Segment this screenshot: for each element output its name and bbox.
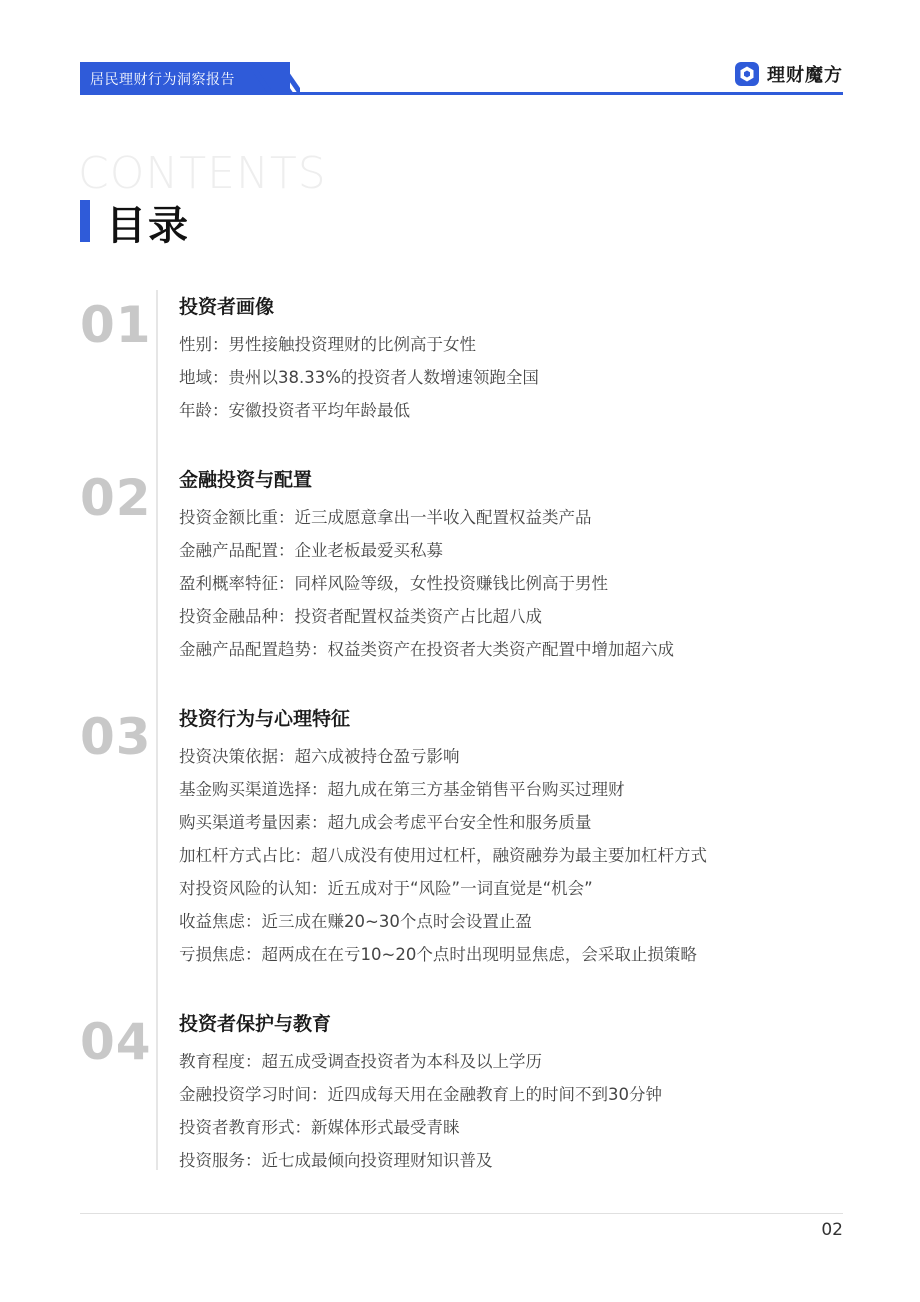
header-stripes-decoration [240,62,300,94]
toc-item[interactable]: 性别：男性接触投资理财的比例高于女性 [179,335,476,354]
page-title: 目录 [106,203,190,249]
header-rule [80,92,843,95]
toc-item[interactable]: 购买渠道考量因素：超九成会考虑平台安全性和服务质量 [179,813,592,832]
toc-item[interactable]: 基金购买渠道选择：超九成在第三方基金销售平台购买过理财 [179,780,625,799]
brand-name: 理财魔方 [767,65,843,86]
toc-item[interactable]: 加杠杆方式占比：超八成没有使用过杠杆，融资融券为最主要加杠杆方式 [179,846,707,865]
toc-item[interactable]: 收益焦虑：近三成在赚20~30个点时会设置止盈 [179,912,532,931]
toc-item[interactable]: 亏损焦虑：超两成在在亏10~20个点时出现明显焦虑，会采取止损策略 [179,945,697,964]
brand-cube-icon [735,62,759,86]
section-number: 03 [80,708,152,766]
toc-item[interactable]: 投资金融品种：投资者配置权益类资产占比超八成 [179,607,542,626]
toc-item[interactable]: 投资服务：近七成最倾向投资理财知识普及 [179,1151,493,1170]
toc-item[interactable]: 地域：贵州以38.33%的投资者人数增速领跑全国 [179,368,539,387]
toc-item[interactable]: 金融产品配置：企业老板最爱买私募 [179,541,443,560]
report-title: 居民理财行为洞察报告 [90,72,235,88]
section-number: 04 [80,1013,152,1071]
section-item-list [179,1045,662,1177]
toc-item[interactable]: 对投资风险的认知：近五成对于“风险”一词直觉是“机会” [179,879,593,898]
section-number: 02 [80,469,152,527]
toc-item[interactable]: 金融产品配置趋势：权益类资产在投资者大类资产配置中增加超六成 [179,640,674,659]
section-title[interactable]: 投资者画像 [179,296,275,318]
brand-logo [735,61,843,87]
title-accent-bar [80,200,90,242]
toc-item[interactable]: 盈利概率特征：同样风险等级，女性投资赚钱比例高于男性 [179,574,608,593]
toc-item[interactable]: 投资金额比重：近三成愿意拿出一半收入配置权益类产品 [179,508,592,527]
toc-item[interactable]: 投资决策依据：超六成被持仓盈亏影响 [179,747,460,766]
section-item-list [179,501,674,666]
toc-item[interactable]: 投资者教育形式：新媒体形式最受青睐 [179,1118,460,1137]
toc-item[interactable]: 金融投资学习时间：近四成每天用在金融教育上的时间不到30分钟 [179,1085,662,1104]
section-title[interactable]: 投资行为与心理特征 [179,708,351,730]
contents-watermark: CONTENTS [78,148,327,199]
page-number: 02 [821,1220,843,1240]
section-title[interactable]: 投资者保护与教育 [179,1013,332,1035]
section-item-list [179,328,539,427]
section-title[interactable]: 金融投资与配置 [179,469,313,491]
section-item-list [179,740,707,971]
footer-rule [80,1213,843,1214]
toc-item[interactable]: 教育程度：超五成受调查投资者为本科及以上学历 [179,1052,542,1071]
toc-divider [156,290,158,1170]
section-number: 01 [80,296,152,354]
toc-item[interactable]: 年龄：安徽投资者平均年龄最低 [179,401,410,420]
